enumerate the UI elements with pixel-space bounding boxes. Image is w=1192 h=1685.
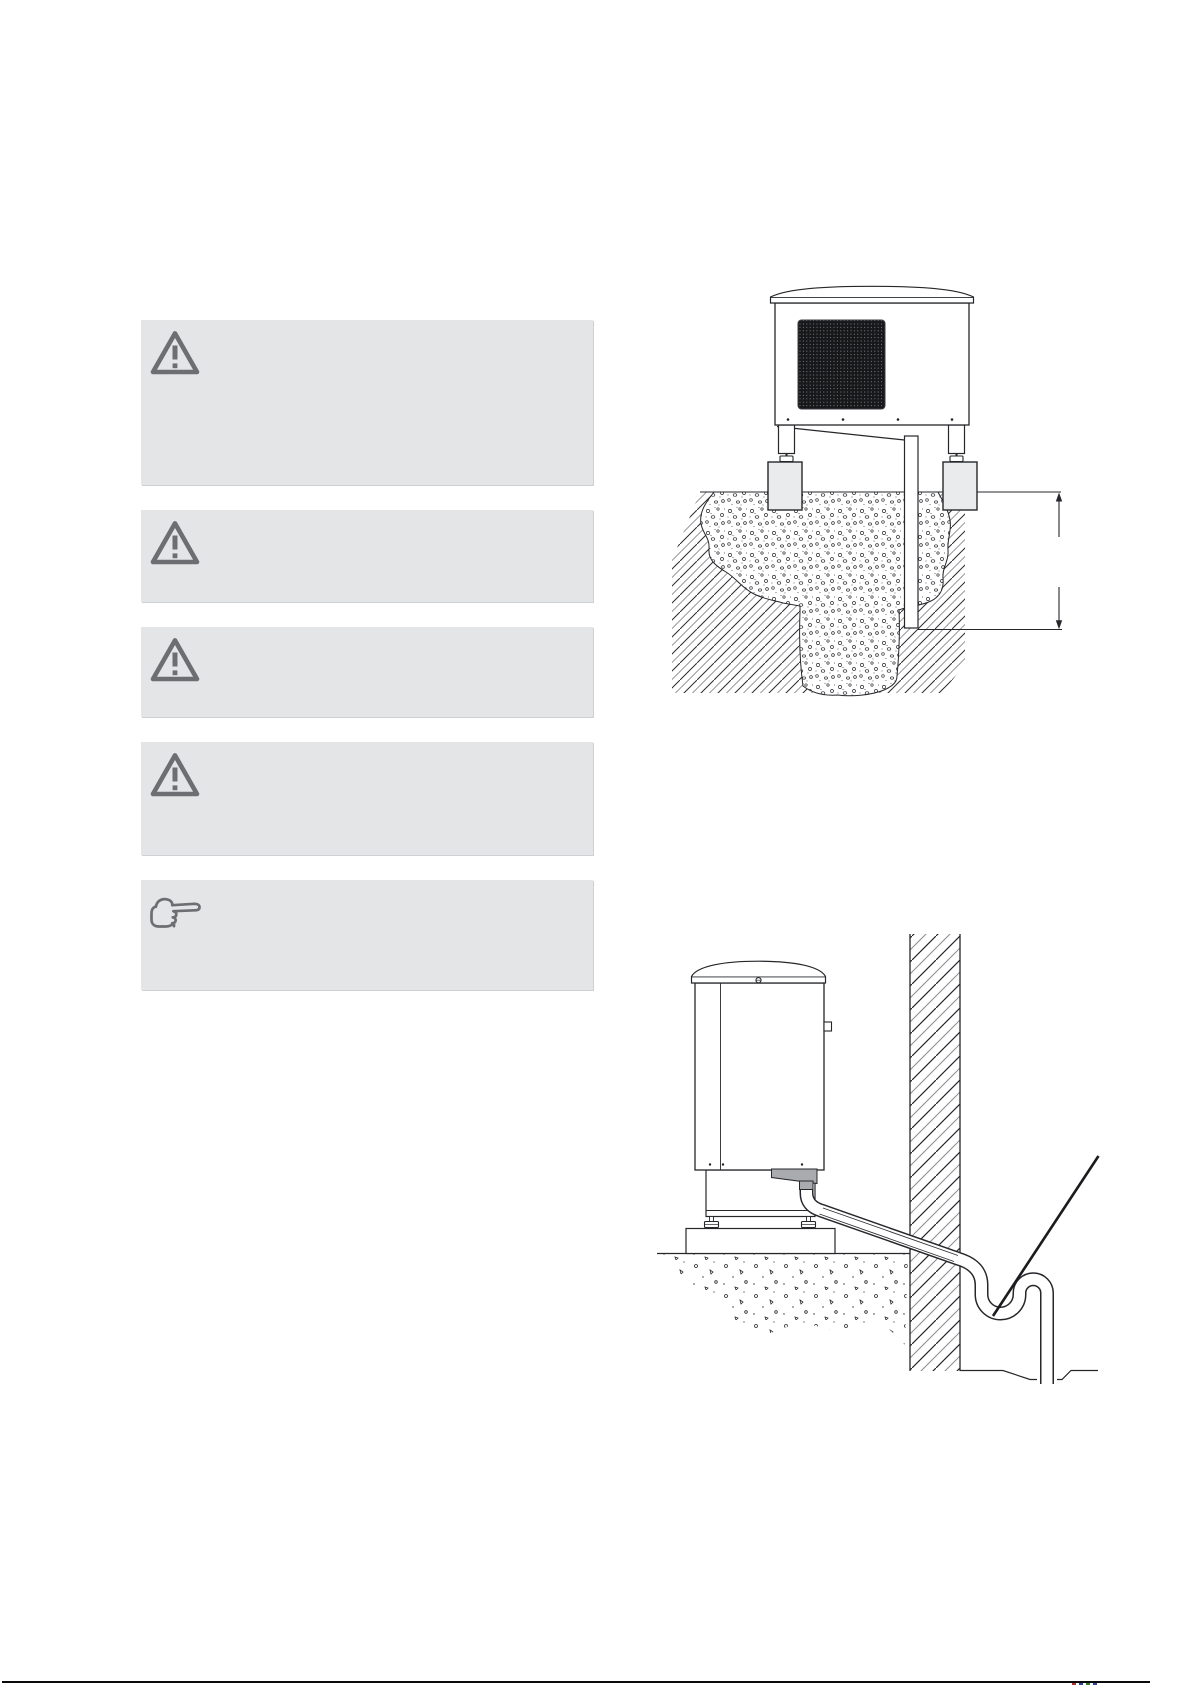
figure-wall-drain-section	[600, 860, 1120, 1390]
adjustable-foot	[705, 1217, 816, 1228]
unit-lid	[771, 286, 974, 303]
concrete-slab	[686, 1229, 835, 1254]
support-leg	[949, 425, 965, 454]
heat-pump-unit-side	[692, 961, 832, 1170]
support-leg	[779, 425, 795, 454]
footer-rule	[2, 1681, 1150, 1683]
fan-grille	[798, 320, 885, 409]
house-wall	[910, 934, 960, 1371]
adjustable-foot	[780, 454, 963, 462]
warning-callout-1	[141, 320, 593, 485]
note-callout	[141, 880, 593, 990]
condensate-drain-pipe	[905, 436, 919, 628]
gravel-bed	[660, 1254, 908, 1345]
warning-triangle-icon	[150, 637, 200, 683]
warning-callout-3	[141, 627, 593, 717]
heat-pump-unit	[771, 286, 974, 461]
depth-dimension-line	[1056, 493, 1062, 630]
unit-body	[695, 983, 824, 1170]
warning-triangle-icon	[150, 330, 200, 376]
warning-callout-2	[141, 510, 593, 602]
pointing-hand-icon	[148, 893, 202, 929]
condensate-tray-line	[777, 427, 905, 441]
indoor-floor-drain	[960, 1371, 1098, 1380]
warning-triangle-icon	[150, 752, 200, 798]
warning-triangle-icon	[150, 520, 200, 566]
side-tab	[824, 1022, 832, 1031]
warning-callout-4	[141, 742, 593, 855]
figure-foundation-section	[640, 250, 1100, 710]
